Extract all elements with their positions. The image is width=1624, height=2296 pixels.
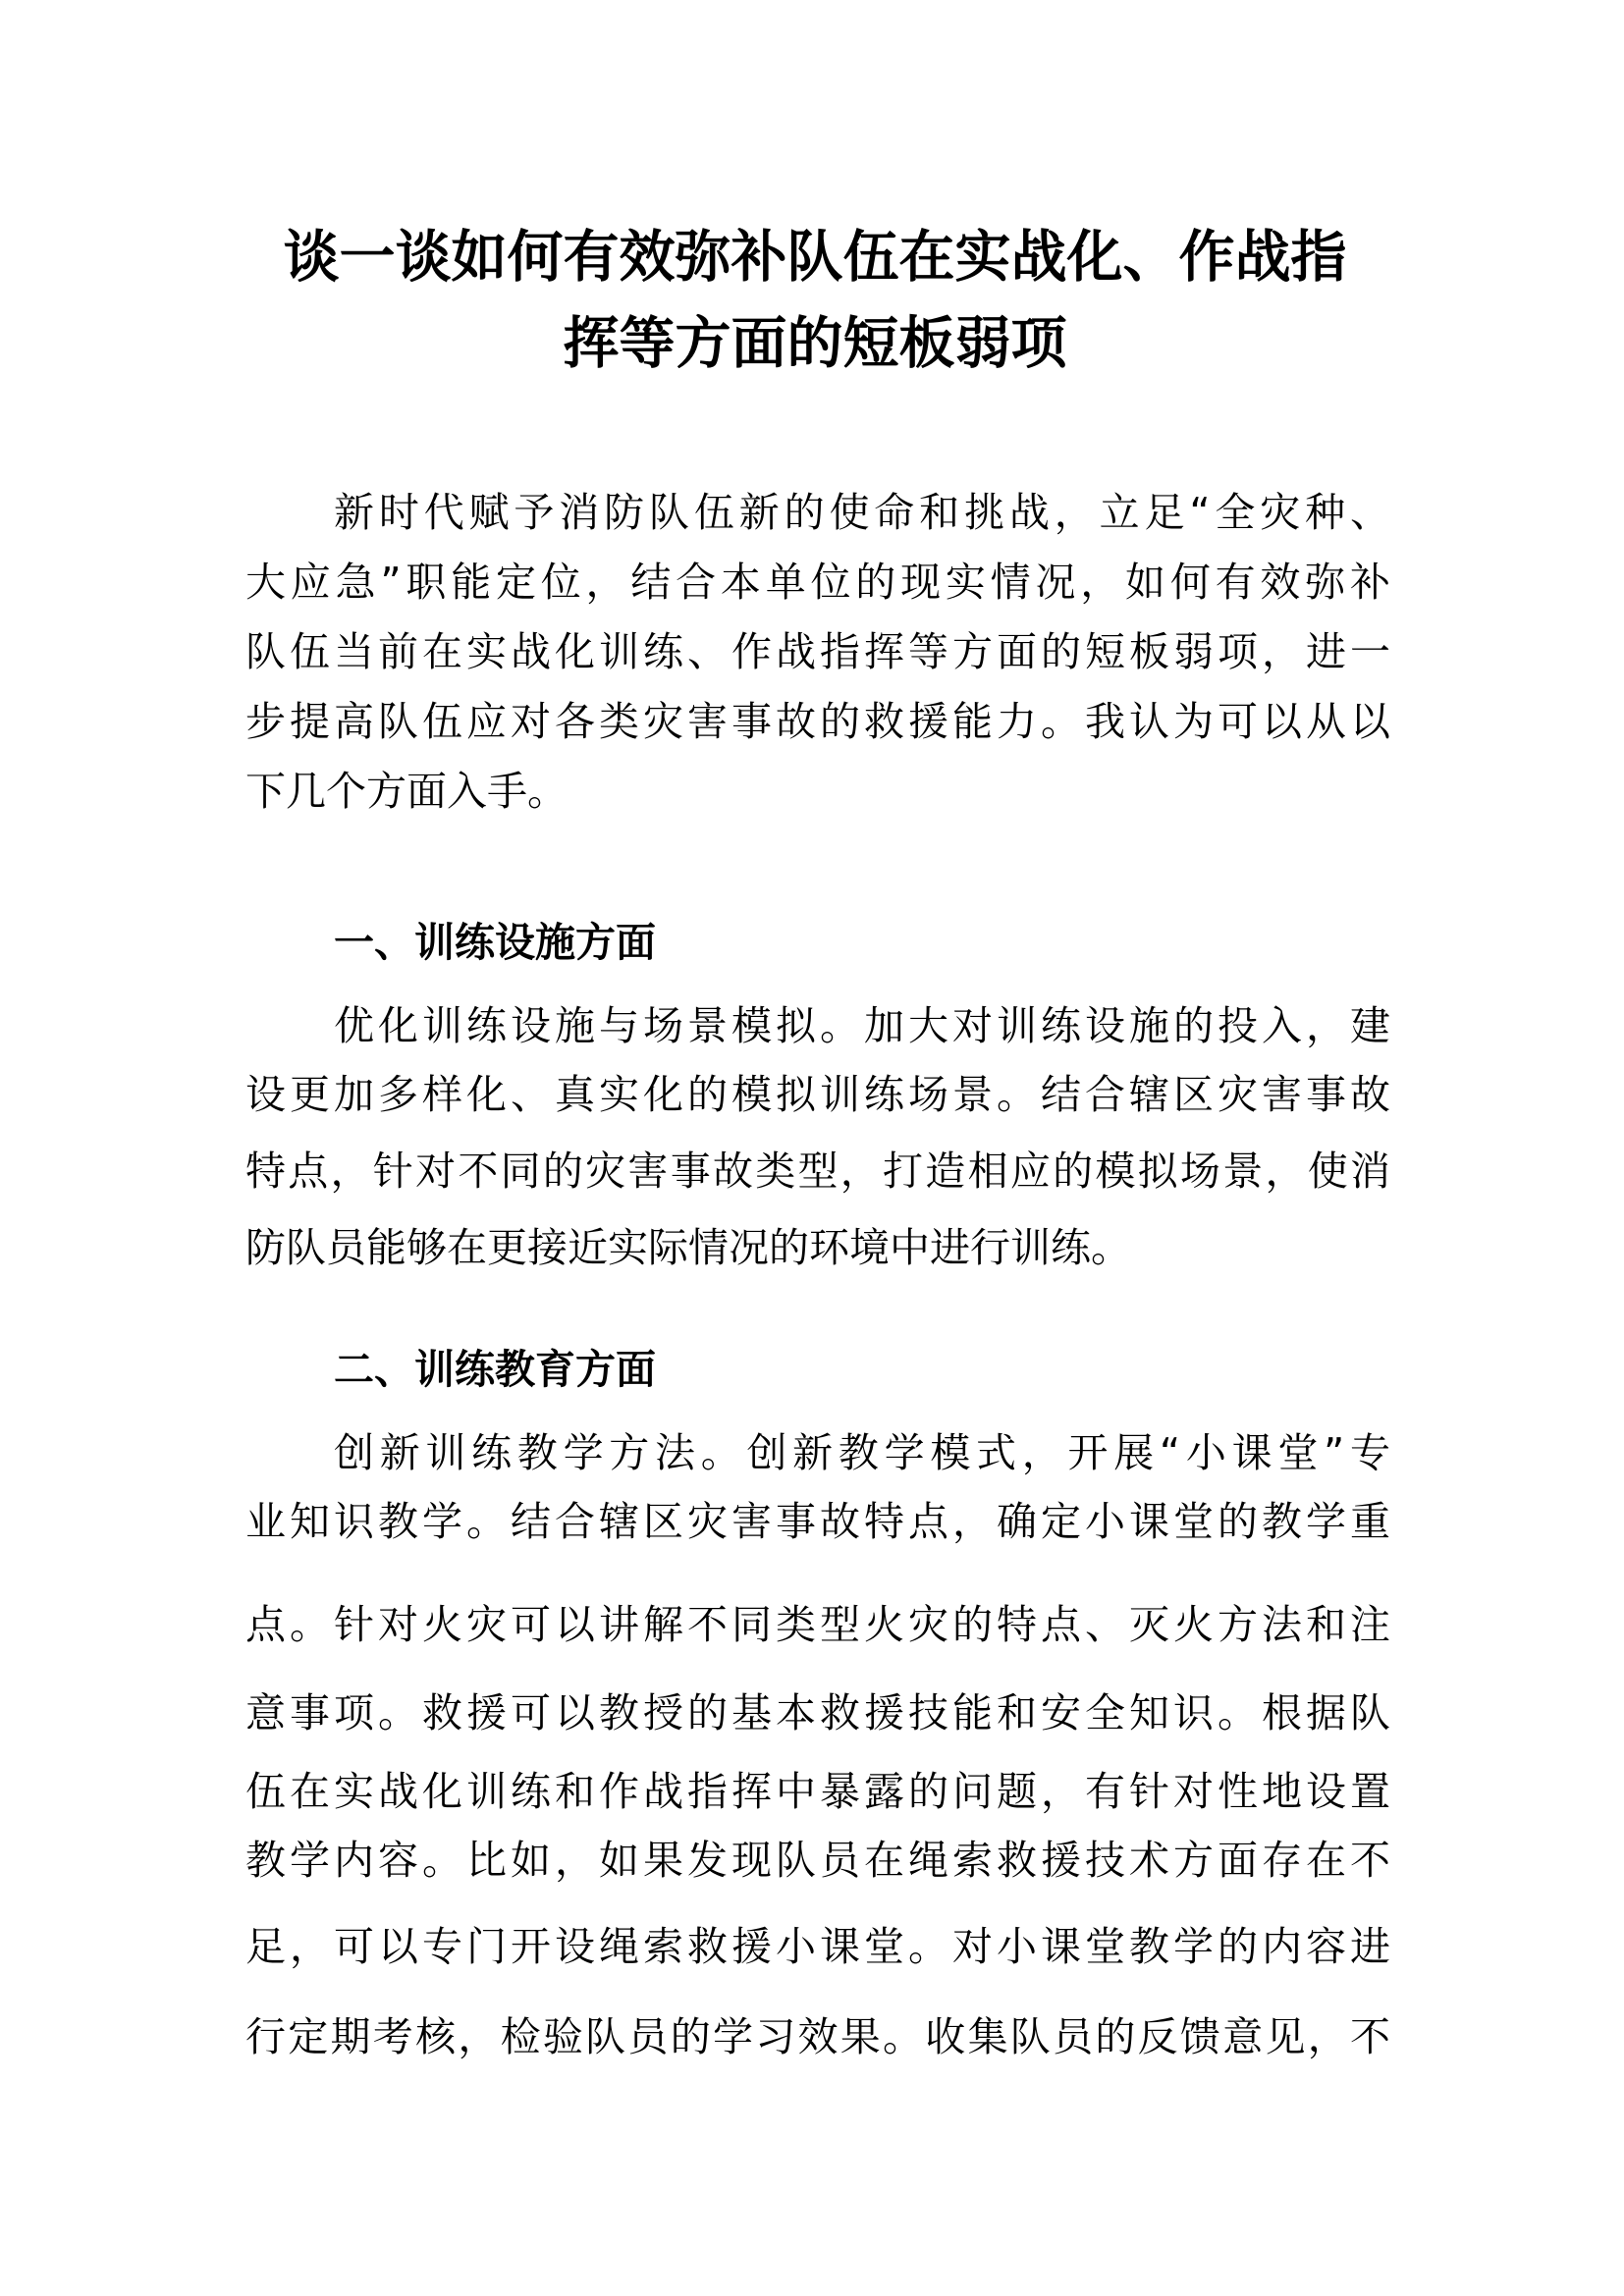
section-2-paragraph-line: 意事项。救援可以教授的基本救援技能和安全知识。根据队 <box>245 1689 1390 1736</box>
section-2-paragraph-line: 点。针对火灾可以讲解不同类型火灾的特点、灭火方法和注 <box>245 1601 1390 1648</box>
section-2-paragraph-line: 创新训练教学方法。创新教学模式，开展“小课堂”专 <box>334 1429 1390 1476</box>
section-2-paragraph-line: 教学内容。比如，如果发现队员在绳索救援技术方面存在不 <box>245 1837 1390 1884</box>
intro-paragraph-line: 大应急”职能定位，结合本单位的现实情况，如何有效弥补 <box>245 559 1390 606</box>
document-title-line-1: 谈一谈如何有效弥补队伍在实战化、作战指 <box>283 225 1347 290</box>
intro-paragraph-line: 新时代赋予消防队伍新的使命和挑战，立足“全灾种、 <box>334 489 1390 536</box>
section-2-paragraph-line: 足，可以专门开设绳索救援小课堂。对小课堂教学的内容进 <box>245 1923 1390 1970</box>
intro-paragraph-line: 下几个方面入手。 <box>245 768 568 815</box>
section-2-paragraph-line: 行定期考核，检验队员的学习效果。收集队员的反馈意见，不 <box>245 2013 1390 2060</box>
section-1-paragraph-line: 设更加多样化、真实化的模拟训练场景。结合辖区灾害事故 <box>245 1071 1390 1118</box>
section-1-paragraph-line: 防队员能够在更接近实际情况的环境中进行训练。 <box>245 1224 1131 1271</box>
section-2-paragraph-line: 伍在实战化训练和作战指挥中暴露的问题，有针对性地设置 <box>245 1768 1390 1815</box>
section-heading-training-education: 二、训练教育方面 <box>334 1346 656 1393</box>
section-2-paragraph-line: 业知识教学。结合辖区灾害事故特点，确定小课堂的教学重 <box>245 1498 1390 1545</box>
section-heading-training-facilities: 一、训练设施方面 <box>334 919 656 966</box>
section-1-paragraph-line: 特点，针对不同的灾害事故类型，打造相应的模拟场景，使消 <box>245 1148 1390 1195</box>
intro-paragraph-line: 步提高队伍应对各类灾害事故的救援能力。我认为可以从以 <box>245 698 1390 745</box>
document-title-line-2: 挥等方面的短板弱项 <box>563 311 1067 376</box>
section-1-paragraph-line: 优化训练设施与场景模拟。加大对训练设施的投入，建 <box>334 1002 1390 1049</box>
intro-paragraph-line: 队伍当前在实战化训练、作战指挥等方面的短板弱项，进一 <box>245 628 1390 675</box>
